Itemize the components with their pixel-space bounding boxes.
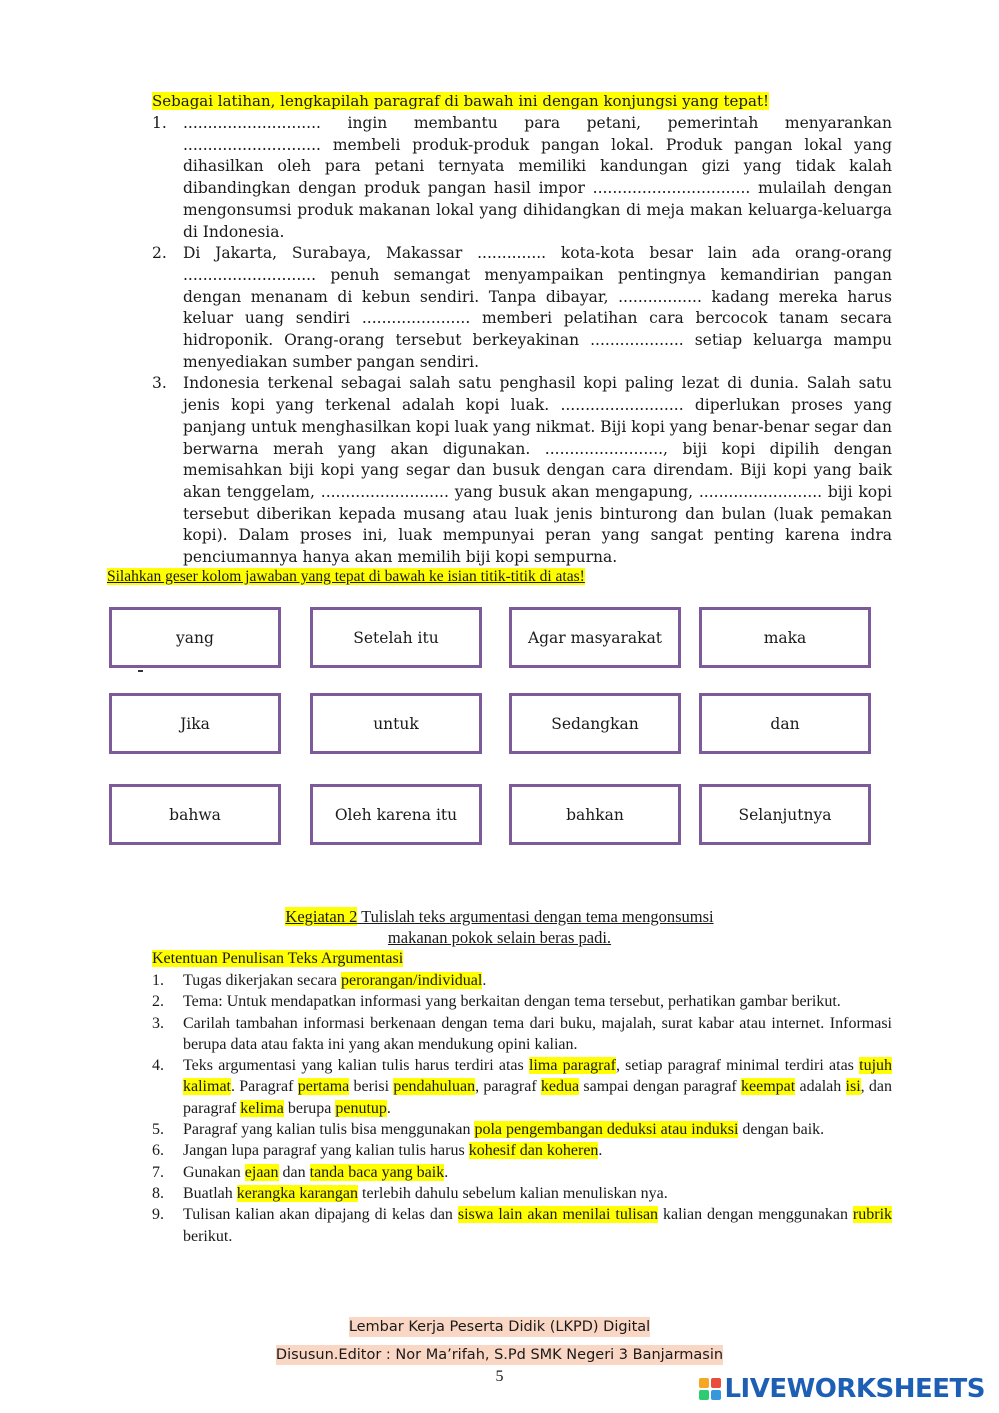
rule-segment: Buatlah	[183, 1184, 237, 1202]
exercise-item-number: 2.	[152, 244, 167, 263]
rule-segment: Tulisan kalian akan dipajang di kelas dan	[183, 1206, 458, 1224]
rule-segment: adalah	[795, 1078, 846, 1096]
answer-tile-dan[interactable]: dan	[699, 693, 871, 754]
rule-highlight: pendahuluan	[393, 1078, 476, 1096]
rule-highlight: pola pengembangan deduksi atau induksi	[474, 1121, 739, 1139]
answer-tile-bahwa[interactable]: bahwa	[109, 784, 281, 845]
rule-item-5	[152, 1119, 892, 1140]
rule-highlight: isi	[845, 1078, 861, 1096]
drag-instruction	[107, 566, 585, 587]
rule-text	[183, 991, 892, 1012]
rule-highlight: rubrik	[852, 1206, 893, 1224]
ketentuan-heading-text: Ketentuan Penulisan Teks Argumentasi	[152, 950, 404, 967]
footer-editor	[0, 1346, 999, 1364]
answer-tile-agar-masyarakat[interactable]: Agar masyarakat	[509, 607, 681, 668]
kegiatan2-title-line2: makanan pokok selain beras padi.	[387, 928, 612, 947]
rule-number: 8.	[152, 1184, 164, 1202]
exercise-item-2	[152, 243, 892, 373]
exercise-item-number: 3.	[152, 374, 167, 393]
answer-tile-bahkan[interactable]: bahkan	[509, 784, 681, 845]
rule-segment: dengan baik.	[738, 1121, 825, 1139]
exercise-item-text: Di Jakarta, Surabaya, Makassar .............. kota-kota besar lain ada orang-orang ........................... penuh semangat menyampaikan pentingnya kemandirian pangan dengan menanam di kebun sendiri. Tanpa dibayar, ................. kadang mereka harus keluar uang sendiri ...................... memberi pelatihan cara bercocok tanam secara hidroponik. Orang-orang tersebut berkeyakinan ................... setiap keluarga mampu menyediakan sumber pangan sendiri.	[183, 244, 892, 371]
rule-text	[183, 1055, 892, 1119]
rule-segment: sampai dengan paragraf	[579, 1078, 742, 1096]
rule-highlight: penutup	[335, 1099, 387, 1117]
rule-item-8	[152, 1183, 892, 1204]
logo-square	[711, 1378, 721, 1388]
rule-text	[183, 1140, 892, 1161]
stray-mark	[138, 670, 143, 672]
exercise-instruction-text: Sebagai latihan, lengkapilah paragraf di bawah ini dengan konjungsi yang tepat!	[152, 92, 770, 110]
answer-tile-jika[interactable]: Jika	[109, 693, 281, 754]
ketentuan-heading	[152, 949, 403, 969]
rule-text	[183, 1162, 892, 1183]
footer-title	[0, 1318, 999, 1336]
answer-tile-yang[interactable]: yang	[109, 607, 281, 668]
exercise-item-number: 1.	[152, 114, 167, 132]
rule-item-9	[152, 1204, 892, 1247]
logo-square	[699, 1378, 709, 1388]
rule-highlight: tanda baca yang baik	[309, 1163, 445, 1181]
rule-number: 4.	[152, 1057, 164, 1075]
rule-segment: Tema: Untuk mendapatkan informasi yang berkaitan dengan tema tersebut, perhatikan gambar berikut.	[183, 993, 841, 1011]
rule-highlight: pertama	[297, 1078, 350, 1096]
rule-segment: Paragraf yang kalian tulis bisa menggunakan	[183, 1121, 475, 1139]
rule-highlight: kerangka karangan	[236, 1184, 359, 1202]
rule-segment: berikut.	[183, 1227, 233, 1245]
rule-item-7	[152, 1162, 892, 1183]
rule-number: 5.	[152, 1121, 164, 1139]
rule-segment: , dan paragraf	[183, 1078, 893, 1117]
rule-segment: Carilah tambahan informasi berkenaan dengan tema dari buku, majalah, surat kabar atau internet. Informasi berupa data atau fakta ini yang akan mendukung opini kalian.	[183, 1014, 892, 1053]
rule-segment: Teks argumentasi yang kalian tulis harus terdiri atas	[183, 1057, 529, 1075]
rule-segment: .	[386, 1099, 391, 1117]
exercise-item-text: Indonesia terkenal sebagai salah satu penghasil kopi paling lezat di dunia. Salah satu jenis kopi yang terkenal adalah kopi luak. ......................... diperlukan proses yang panjang untuk menghasilkan kopi luak yang nikmat. Biji kopi yang benar-benar segar dan berwarna merah yang akan digunakan. ........................, biji kopi dipilih dengan memisahkan biji kopi yang segar dan busuk dengan cara direndam. Biji kopi yang baik akan tenggelam, .......................... yang busuk akan mengapung, ......................... biji kopi tersebut diberikan kepada musang atau luak jenis binturong dan bulan (luak pemakan kopi). Dalam proses ini, luak mempunyai peran yang sangat penting karena indra penciumannya hanya akan memilih biji kopi sempurna.	[183, 374, 892, 567]
rule-segment: .	[482, 972, 487, 989]
rule-number: 3.	[152, 1014, 164, 1032]
rule-item-6	[152, 1140, 892, 1161]
rule-number: 7.	[152, 1163, 164, 1181]
answer-tile-untuk[interactable]: untuk	[310, 693, 482, 754]
rule-number: 6.	[152, 1142, 164, 1160]
answer-tile-setelah-itu[interactable]: Setelah itu	[310, 607, 482, 668]
rule-text	[183, 970, 892, 991]
exercise-list	[152, 113, 892, 569]
rule-segment: .	[444, 1163, 449, 1181]
rule-segment: terlebih dahulu sebelum kalian menuliskan nya.	[358, 1184, 668, 1202]
rule-text	[183, 1013, 892, 1056]
rule-item-2	[152, 991, 892, 1012]
rule-highlight: kohesif dan koheren	[468, 1142, 599, 1160]
exercise-item-text: ............................ ingin membantu para petani, pemerintah menyarankan ............................ membeli produk-produk pangan lokal. Produk pangan lokal yang dihasilkan oleh para petani ternyata memiliki kandungan gizi yang tidak kalah dibandingkan dengan produk pangan hasil impor ................................ mulailah dengan mengonsumsi produk makanan lokal yang dihidangkan di meja makan keluarga-keluarga di Indonesia.	[183, 114, 892, 241]
liveworksheets-logo-icon	[699, 1378, 721, 1400]
rule-highlight: perorangan/individual	[341, 972, 483, 989]
liveworksheets-logo	[699, 1374, 985, 1404]
rule-highlight: kelima	[240, 1099, 284, 1117]
rule-segment: Jangan lupa paragraf yang kalian tulis harus	[183, 1142, 469, 1160]
exercise-item-3	[152, 373, 892, 568]
rule-segment: Tugas dikerjakan secara	[183, 972, 342, 989]
rule-text	[183, 1119, 892, 1140]
rule-segment: Gunakan	[183, 1163, 245, 1181]
rule-segment: . Paragraf	[230, 1078, 298, 1096]
rule-highlight: tujuh kalimat	[183, 1057, 893, 1096]
rule-number: 2.	[152, 993, 164, 1011]
answer-tile-selanjutnya[interactable]: Selanjutnya	[699, 784, 871, 845]
rule-segment: berisi	[349, 1078, 394, 1096]
rule-number: 9.	[152, 1206, 164, 1224]
footer-title-text: Lembar Kerja Peserta Didik (LKPD) Digital	[348, 1319, 651, 1335]
rule-segment: dan	[278, 1163, 310, 1181]
logo-square	[699, 1390, 709, 1400]
answer-tile-sedangkan[interactable]: Sedangkan	[509, 693, 681, 754]
rule-segment: berupa	[283, 1099, 336, 1117]
rule-highlight: kedua	[540, 1078, 580, 1096]
liveworksheets-logo-text: LIVEWORKSHEETS	[724, 1374, 985, 1404]
kegiatan2-title	[0, 906, 999, 948]
rules-list	[152, 970, 892, 1247]
rule-item-3	[152, 1013, 892, 1056]
kegiatan2-title-line1: Tulislah teks argumentasi dengan tema mengonsumsi	[357, 907, 714, 926]
rule-number: 1.	[152, 972, 164, 989]
rule-highlight: ejaan	[244, 1163, 279, 1181]
drag-instruction-text: Silahkan geser kolom jawaban yang tepat di bawah ke isian titik-titik di atas!	[107, 568, 585, 585]
rule-segment: , setiap paragraf minimal terdiri atas	[615, 1057, 860, 1075]
rule-segment: , paragraf	[475, 1078, 541, 1096]
rule-text	[183, 1183, 892, 1204]
rule-item-4	[152, 1055, 892, 1119]
rule-item-1	[152, 970, 892, 991]
exercise-item-1	[152, 113, 892, 243]
logo-square	[711, 1390, 721, 1400]
answer-tile-maka[interactable]: maka	[699, 607, 871, 668]
page-number: 5	[495, 1368, 504, 1385]
kegiatan2-label: Kegiatan 2	[285, 907, 358, 926]
rule-segment: .	[598, 1142, 603, 1160]
rule-text	[183, 1204, 892, 1247]
rule-segment: kalian dengan menggunakan	[658, 1206, 853, 1224]
exercise-instruction	[152, 91, 769, 112]
rule-highlight: siswa lain akan menilai tulisan	[457, 1206, 659, 1224]
answer-tile-oleh-karena-itu[interactable]: Oleh karena itu	[310, 784, 482, 845]
rule-highlight: lima paragraf	[528, 1057, 616, 1075]
rule-highlight: keempat	[741, 1078, 796, 1096]
footer-editor-text: Disusun.Editor : Nor Ma’rifah, S.Pd SMK Negeri 3 Banjarmasin	[275, 1347, 724, 1363]
